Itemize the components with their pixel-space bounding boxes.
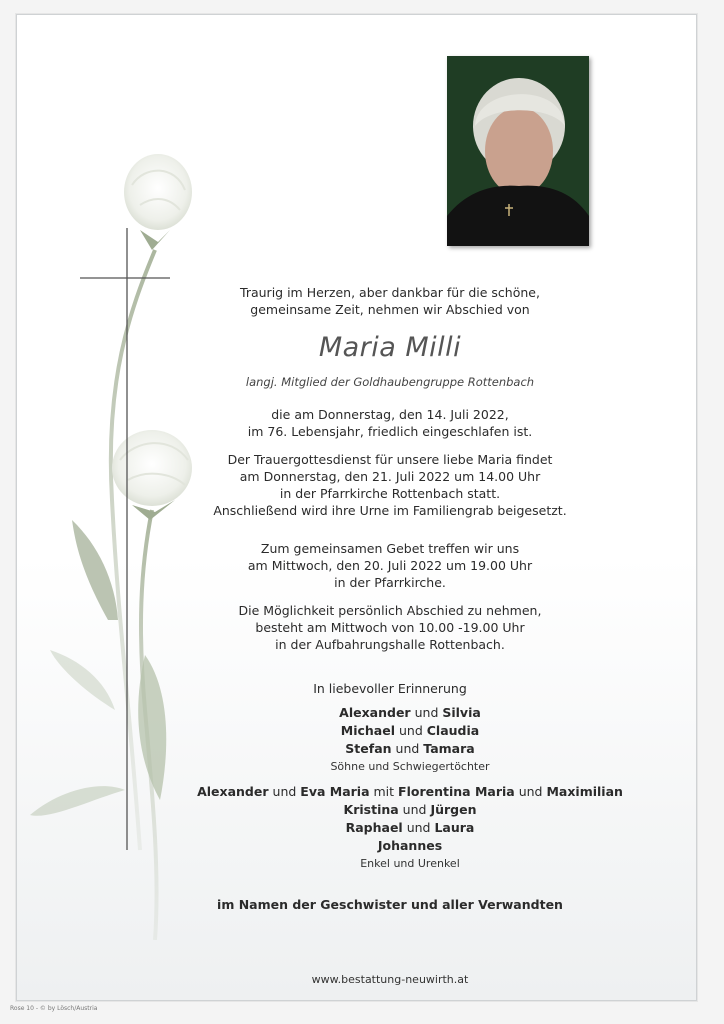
death-notice <box>210 406 570 440</box>
family-line <box>190 819 630 837</box>
family-name: Kristina <box>343 802 399 817</box>
family-line <box>190 740 630 758</box>
connector-word: und <box>402 802 427 817</box>
family-name: Jürgen <box>430 802 477 817</box>
family-name: Maximilian <box>546 784 623 799</box>
prayer-line: am Mittwoch, den 20. Juli 2022 um 19.00 Uhr <box>247 558 533 573</box>
viewing-line: Die Möglichkeit persönlich Abschied zu nehmen, <box>238 603 542 618</box>
prayer-line: in der Pfarrkirche. <box>334 575 446 590</box>
family-children <box>190 704 630 776</box>
family-name: Michael <box>340 723 395 738</box>
family-name: Alexander <box>197 784 269 799</box>
family-name: Johannes <box>377 838 443 853</box>
family-line <box>190 722 630 740</box>
connector-word: und <box>518 784 543 799</box>
connector-word: und <box>406 820 431 835</box>
intro-text <box>210 284 570 318</box>
relation-label: Söhne und Schwiegertöchter <box>330 760 490 773</box>
family-line <box>190 704 630 722</box>
service-line: Anschließend wird ihre Urne im Familiengrab beigesetzt. <box>213 503 567 518</box>
portrait-photo <box>447 56 589 246</box>
family-name: Eva Maria <box>300 784 370 799</box>
service-line: in der Pfarrkirche Rottenbach statt. <box>279 486 501 501</box>
family-line <box>190 783 630 801</box>
copyright-note: Rose 10 - © by Lösch/Austria <box>10 1005 98 1012</box>
connector-word: mit <box>373 784 395 799</box>
intro-line: gemeinsame Zeit, nehmen wir Abschied von <box>250 302 530 317</box>
connector-word: und <box>414 705 439 720</box>
family-name: Tamara <box>423 741 475 756</box>
death-line: im 76. Lebensjahr, friedlich eingeschlafen ist. <box>247 424 533 439</box>
prayer-line: Zum gemeinsamen Gebet treffen wir uns <box>260 541 520 556</box>
deceased-name: Maria Milli <box>318 332 462 363</box>
viewing-line: in der Aufbahrungshalle Rottenbach. <box>275 637 505 652</box>
family-grandchildren <box>190 783 630 873</box>
family-name: Florentina Maria <box>398 784 515 799</box>
family-line <box>190 837 630 855</box>
family-name: Raphael <box>345 820 403 835</box>
connector-word: und <box>398 723 423 738</box>
family-name: Laura <box>434 820 475 835</box>
memory-heading: In liebevoller Erinnerung <box>313 681 467 696</box>
service-notice <box>210 451 570 519</box>
family-name: Alexander <box>339 705 411 720</box>
death-line: die am Donnerstag, den 14. Juli 2022, <box>271 407 509 422</box>
family-name: Stefan <box>345 741 392 756</box>
family-line <box>190 801 630 819</box>
connector-word: und <box>395 741 420 756</box>
service-line: Der Trauergottesdienst für unsere liebe Maria findet <box>227 452 553 467</box>
website-link[interactable]: www.bestattung-neuwirth.at <box>311 973 469 986</box>
service-line: am Donnerstag, den 21. Juli 2022 um 14.00 Uhr <box>239 469 541 484</box>
white-roses-illustration <box>20 150 210 940</box>
family-name: Silvia <box>442 705 481 720</box>
closing-line: im Namen der Geschwister und aller Verwandten <box>217 897 563 912</box>
viewing-notice <box>210 602 570 653</box>
viewing-line: besteht am Mittwoch von 10.00 -19.00 Uhr <box>255 620 525 635</box>
relation-label: Enkel und Urenkel <box>360 857 460 870</box>
intro-line: Traurig im Herzen, aber dankbar für die schöne, <box>240 285 540 300</box>
connector-word: und <box>272 784 297 799</box>
membership-note: langj. Mitglied der Goldhaubengruppe Rottenbach <box>245 375 535 389</box>
family-name: Claudia <box>426 723 480 738</box>
prayer-notice <box>210 540 570 591</box>
